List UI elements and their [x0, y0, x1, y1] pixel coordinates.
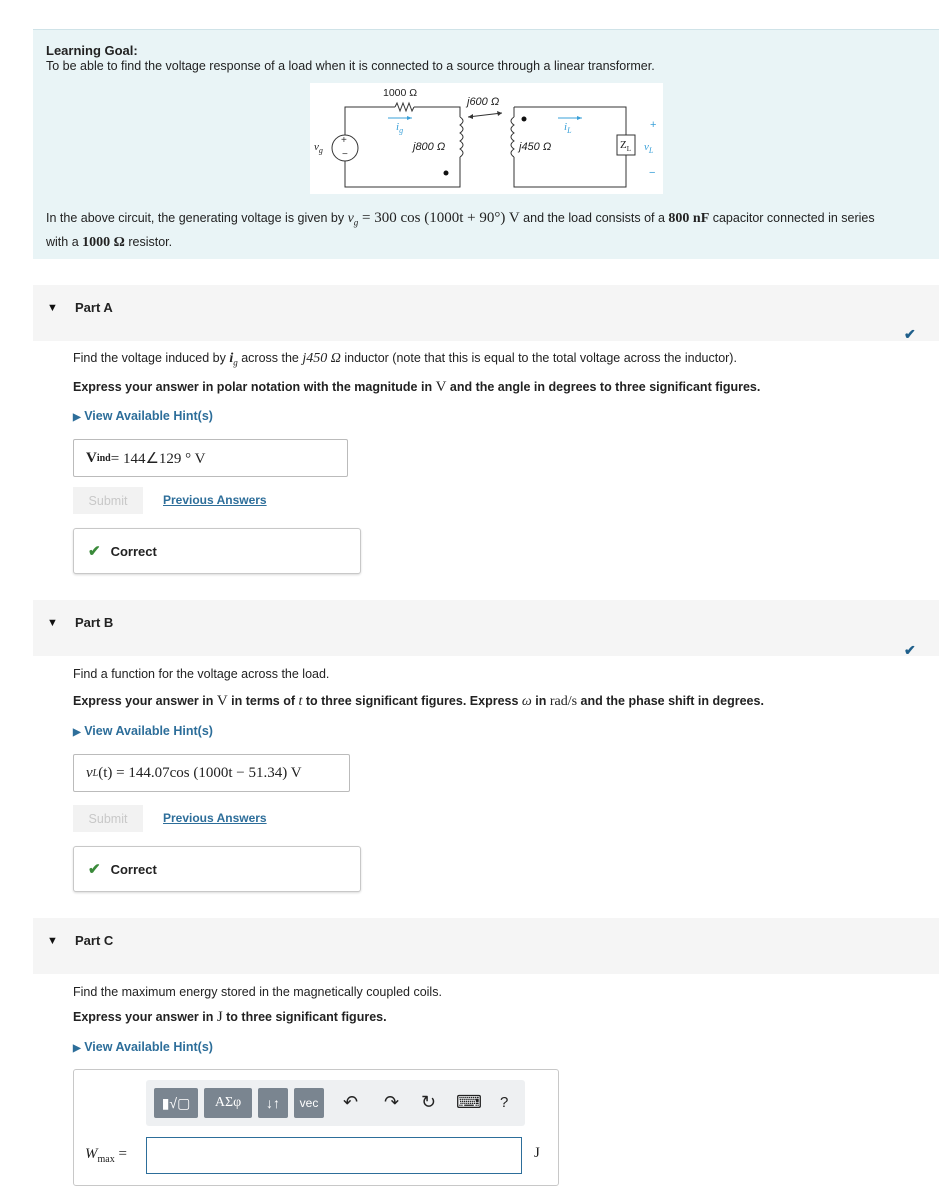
- vector-button[interactable]: vec: [294, 1088, 324, 1118]
- learning-goal-text: To be able to find the voltage response of a load when it is connected to a source through a linear transformer.: [46, 59, 655, 73]
- source-minus: −: [342, 149, 348, 160]
- part-b-hint-link[interactable]: ▶ View Available Hint(s): [73, 724, 213, 738]
- correct-check-icon: ✔: [88, 543, 101, 560]
- circuit-diagram: [310, 83, 663, 194]
- checkmark-icon: ✔: [904, 326, 916, 342]
- undo-icon[interactable]: ↶: [343, 1092, 359, 1112]
- resistor-label: 1000 Ω: [383, 87, 418, 99]
- load-plus: +: [650, 119, 657, 131]
- part-c-question: Find the maximum energy stored in the magnetically coupled coils.: [73, 985, 442, 999]
- part-a-submit-button[interactable]: Submit: [73, 487, 143, 514]
- part-a-question: Find the voltage induced by $i_g$ across the j450 Ω inductor (note that this is equal to the total voltage across the inductor).: [73, 351, 737, 368]
- part-a-feedback: ✔ Correct: [73, 528, 361, 574]
- source-plus: +: [341, 135, 347, 146]
- mutual-inductance-label: j600 Ω: [467, 96, 500, 108]
- collapse-arrow-icon[interactable]: ▼: [47, 302, 58, 314]
- part-c-answer-input[interactable]: [146, 1137, 522, 1174]
- ig-label: $i_g$: [396, 121, 404, 136]
- keyboard-icon[interactable]: ⌨: [456, 1092, 482, 1112]
- part-a-instruction: Express your answer in polar notation with the magnitude in V and the angle in degrees to three significant figures.: [73, 379, 761, 395]
- il-label: $i_L$: [564, 121, 572, 136]
- greek-button[interactable]: ΑΣφ: [204, 1088, 252, 1118]
- collapse-arrow-icon[interactable]: ▼: [47, 617, 58, 629]
- checkmark-icon: ✔: [904, 642, 916, 658]
- part-c-title[interactable]: Part C: [75, 933, 114, 948]
- part-b-header[interactable]: [33, 600, 939, 656]
- vl-label: $v_L$: [644, 141, 654, 156]
- part-b-submit-button[interactable]: Submit: [73, 805, 143, 832]
- part-c-hint-link[interactable]: ▶ View Available Hint(s): [73, 1040, 213, 1054]
- learning-goal-title: Learning Goal:: [46, 43, 138, 58]
- part-c-answer-label: $W_{max}$ =: [85, 1146, 127, 1165]
- part-b-instruction: Express your answer in V in terms of t to three significant figures. Express ω in rad/s and the phase shift in degrees.: [73, 693, 764, 709]
- part-a-previous-answers-link[interactable]: Previous Answers: [163, 493, 267, 507]
- part-b-title[interactable]: Part B: [75, 615, 114, 630]
- part-b-feedback: ✔ Correct: [73, 846, 361, 892]
- part-c-unit: J: [534, 1145, 540, 1161]
- redo-icon[interactable]: ↷: [384, 1092, 400, 1112]
- part-b-question: Find a function for the voltage across the load.: [73, 667, 330, 681]
- arrows-button[interactable]: ↓↑: [258, 1088, 288, 1118]
- template-button[interactable]: ▮√▢: [154, 1088, 198, 1118]
- load-minus: −: [649, 167, 656, 179]
- reset-icon[interactable]: ↻: [421, 1092, 437, 1112]
- secondary-inductor-label: j450 Ω: [519, 141, 552, 153]
- primary-inductor-label: j800 Ω: [413, 141, 446, 153]
- correct-check-icon: ✔: [88, 861, 101, 878]
- help-icon[interactable]: ?: [500, 1094, 509, 1111]
- part-b-previous-answers-link[interactable]: Previous Answers: [163, 811, 267, 825]
- part-b-answer: v L (t) = 144.07cos (1000t − 51.34) V: [73, 754, 350, 792]
- load-label: $Z_L$: [620, 139, 632, 154]
- problem-statement: In the above circuit, the generating voltage is given by $v_g = 300$ cos (1000t + 90°) V and the load consists of a 800 nF capacitor connected in series with a 1000 Ω resistor.: [46, 210, 875, 250]
- math-toolbar: [146, 1080, 525, 1126]
- part-a-title[interactable]: Part A: [75, 300, 113, 315]
- collapse-arrow-icon[interactable]: ▼: [47, 935, 58, 947]
- part-a-hint-link[interactable]: ▶ View Available Hint(s): [73, 409, 213, 423]
- part-a-answer: V ind = 144∠129 ° V: [73, 439, 348, 477]
- part-c-instruction: Express your answer in J to three significant figures.: [73, 1009, 387, 1025]
- part-a-header[interactable]: [33, 285, 939, 341]
- part-c-header[interactable]: [33, 918, 939, 974]
- source-label: $v_g$: [314, 141, 323, 156]
